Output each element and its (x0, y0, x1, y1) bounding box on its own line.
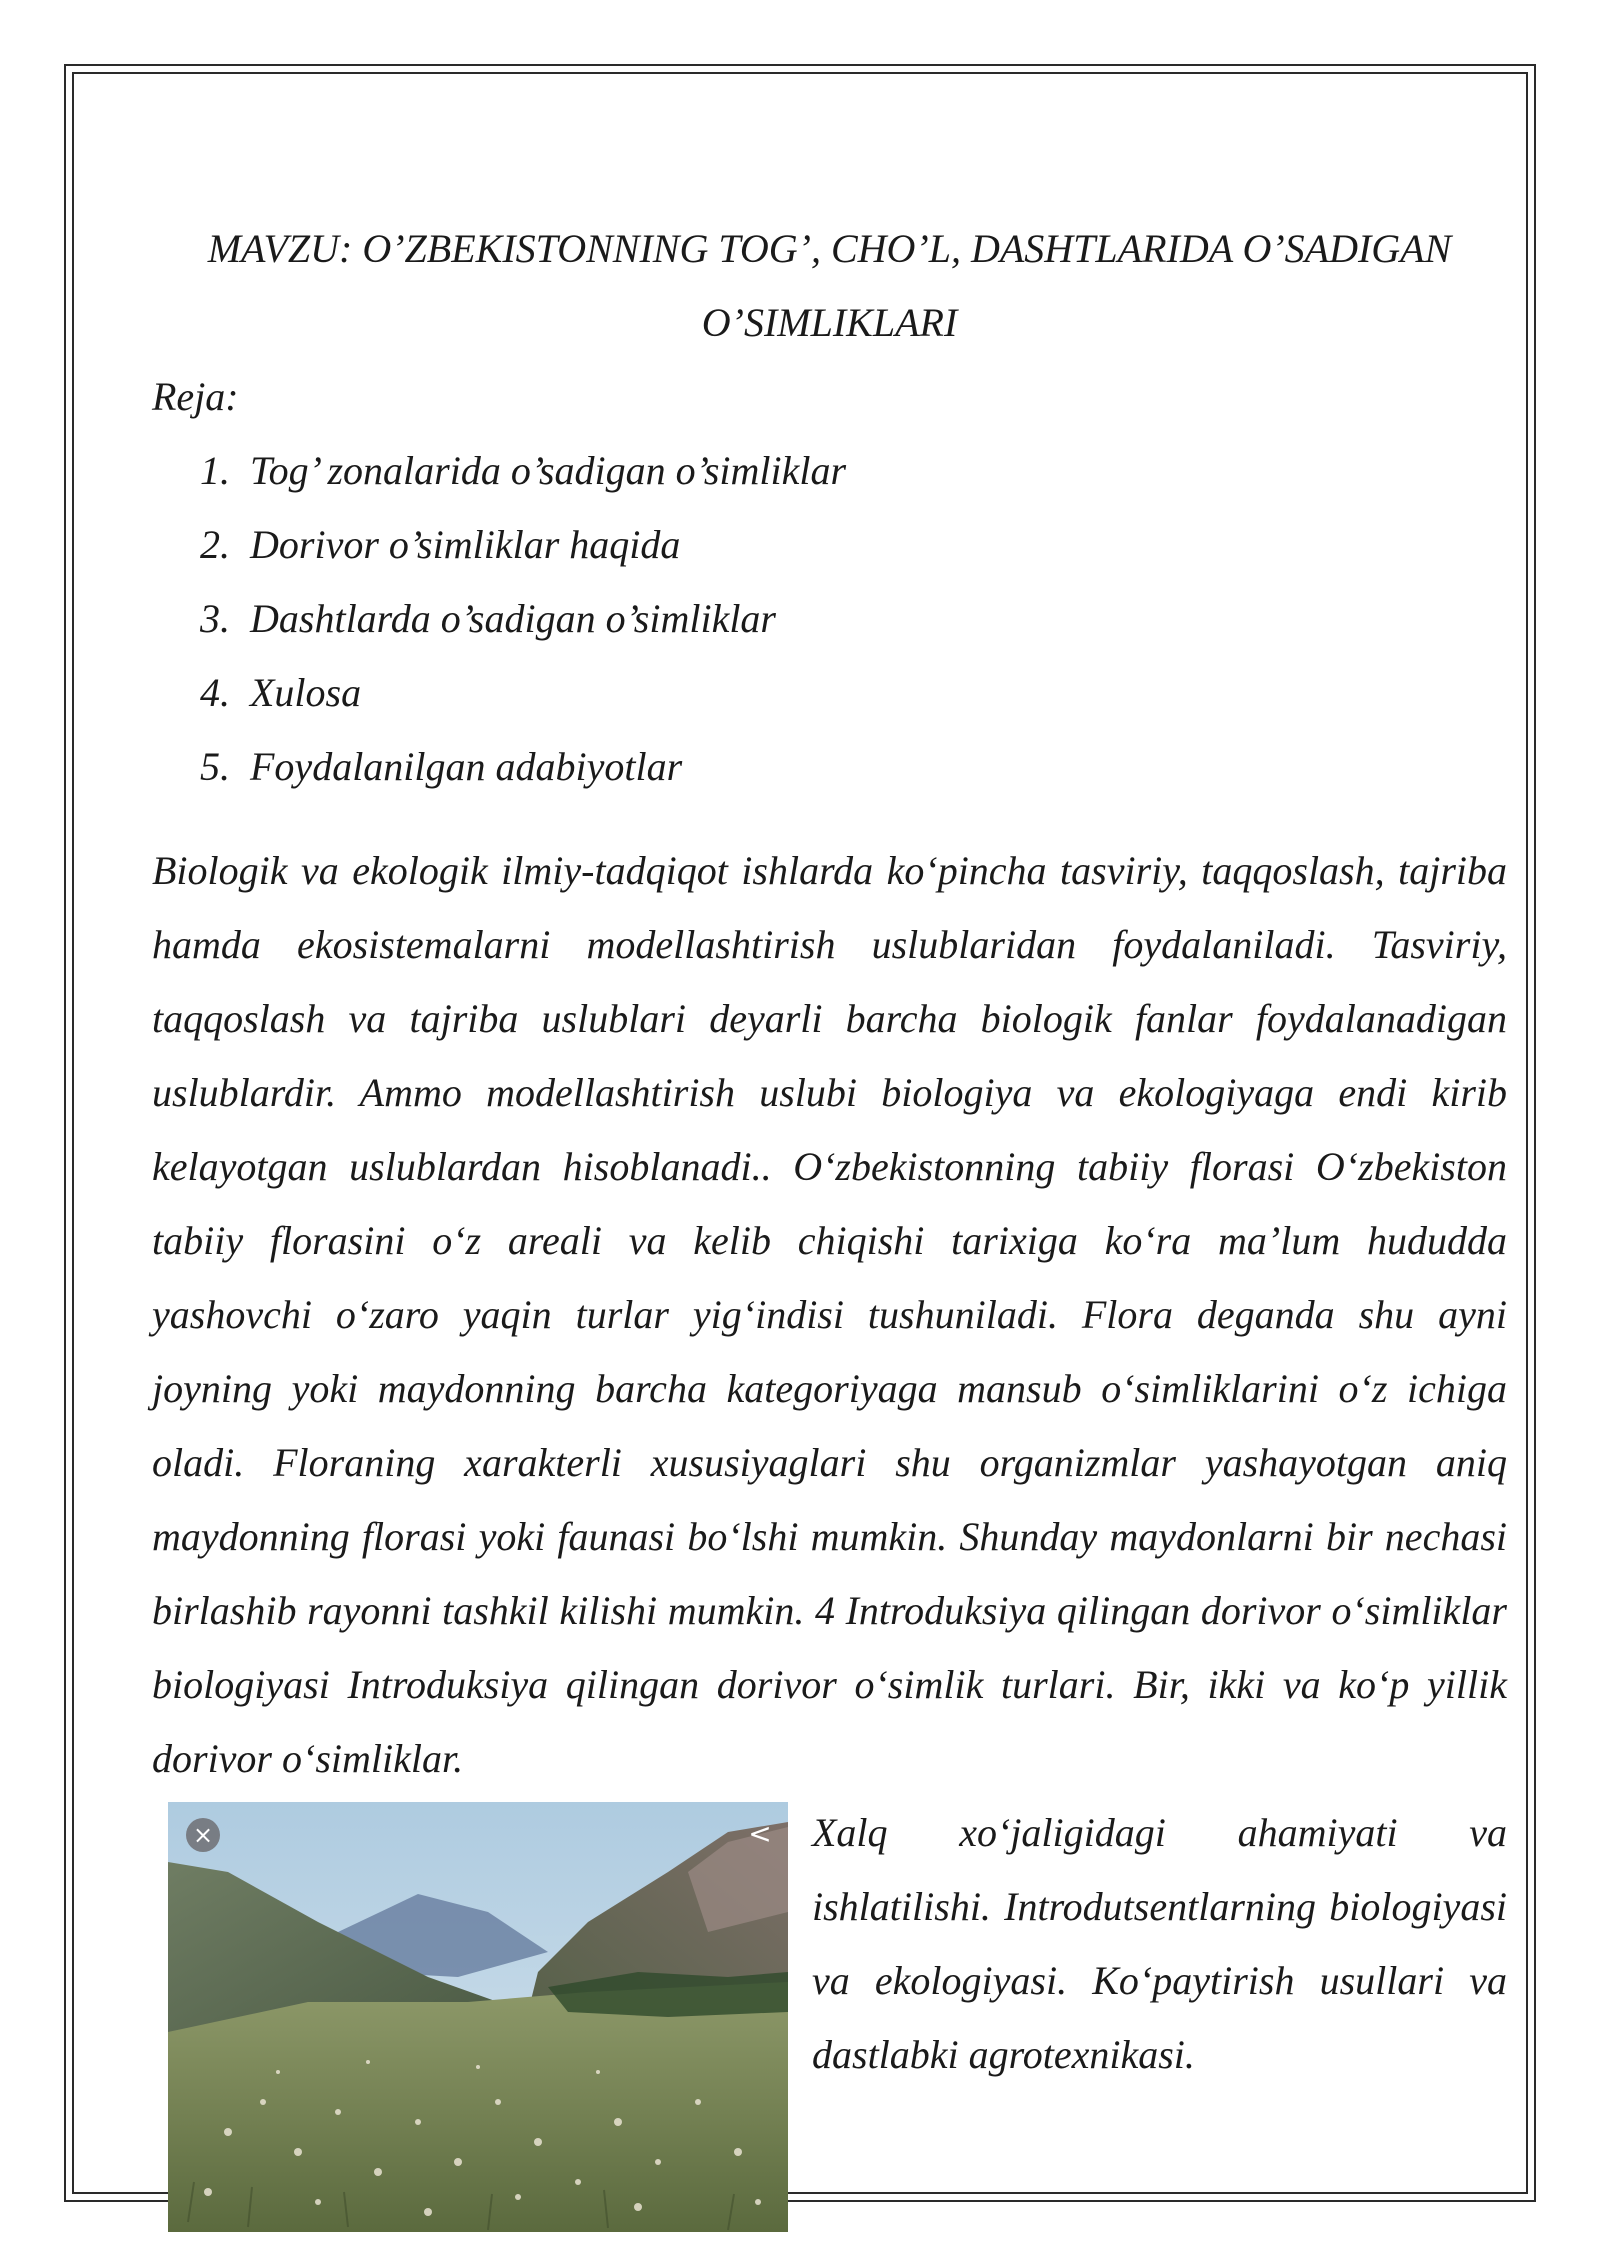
plan-item-text: Xulosa (250, 670, 362, 715)
plan-item-number: 2. (200, 522, 230, 567)
mountain-landscape-image (168, 1802, 788, 2232)
mountain-valley-photo (168, 1802, 788, 2232)
plan-item (200, 730, 1507, 804)
share-icon[interactable]: < (748, 1817, 772, 1850)
plan-item-number: 3. (200, 596, 230, 641)
body-paragraph-continued: Xalq xo‘jaligidagi ahamiyati va ishlatilishi. Introdutsentlarning biologiyasi va ekologiyasi. Ko‘paytirish usullari va dastlabki agrotexnikasi. (812, 1810, 1507, 2077)
plan-item (200, 582, 1507, 656)
plan-item-number: 1. (200, 448, 230, 493)
close-icon[interactable]: × (186, 1818, 220, 1852)
plan-item-text: Dorivor o’simliklar haqida (250, 522, 681, 567)
plan-item-text: Foydalanilgan adabiyotlar (250, 744, 683, 789)
document-title (152, 212, 1507, 360)
plan-item (200, 434, 1507, 508)
title-line-2: O’SIMLIKLARI (701, 300, 958, 345)
plan-item-number: 5. (200, 744, 230, 789)
plan-item (200, 656, 1507, 730)
plan-heading: Reja: (152, 374, 239, 419)
document-body (152, 212, 1507, 2232)
plan-item (200, 508, 1507, 582)
plan-list (152, 434, 1507, 804)
title-line-1: MAVZU: O’ZBEKISTONNING TOG’, CHO’L, DASHTLARIDA O’SADIGAN (207, 226, 1452, 271)
plan-item-text: Tog’ zonalarida o’sadigan o’simliklar (250, 448, 847, 493)
plan-item-text: Dashtlarda o’sadigan o’simliklar (250, 596, 776, 641)
body-paragraph: Biologik va ekologik ilmiy-tadqiqot ishlarda ko‘pincha tasviriy, taqqoslash, tajriba hamda ekosistemalarni modellashtirish uslublaridan foydalaniladi. Tasviriy, taqqoslash va tajriba uslublari deyarli barcha biologik fanlar foydalanadigan uslublardir. Ammo modellashtirish uslubi biologiya va ekologiyaga endi kirib kelayotgan uslublardan hisoblanadi.. O‘zbekistonning tabiiy florasi O‘zbekiston tabiiy florasini o‘z areali va kelib chiqishi tarixiga ko‘ra ma’lum hududda yashovchi o‘zaro yaqin turlar yig‘indisi tushuniladi. Flora deganda shu ayni joyning yoki maydonning barcha kategoriyaga mansub o‘simliklarini o‘z ichiga oladi. Floraning xarakterli xususiyaglari shu organizmlar yashayotgan aniq maydonning florasi yoki faunasi bo‘lshi mumkin. Shunday maydonlarni bir nechasi birlashib rayonni tashkil kilishi mumkin. 4 Introduksiya qilingan dorivor o‘simliklar biologiyasi Introduksiya qilingan dorivor o‘simlik turlari. Bir, ikki va ko‘p yillik dorivor o‘simliklar. (152, 848, 1507, 1781)
plan-item-number: 4. (200, 670, 230, 715)
